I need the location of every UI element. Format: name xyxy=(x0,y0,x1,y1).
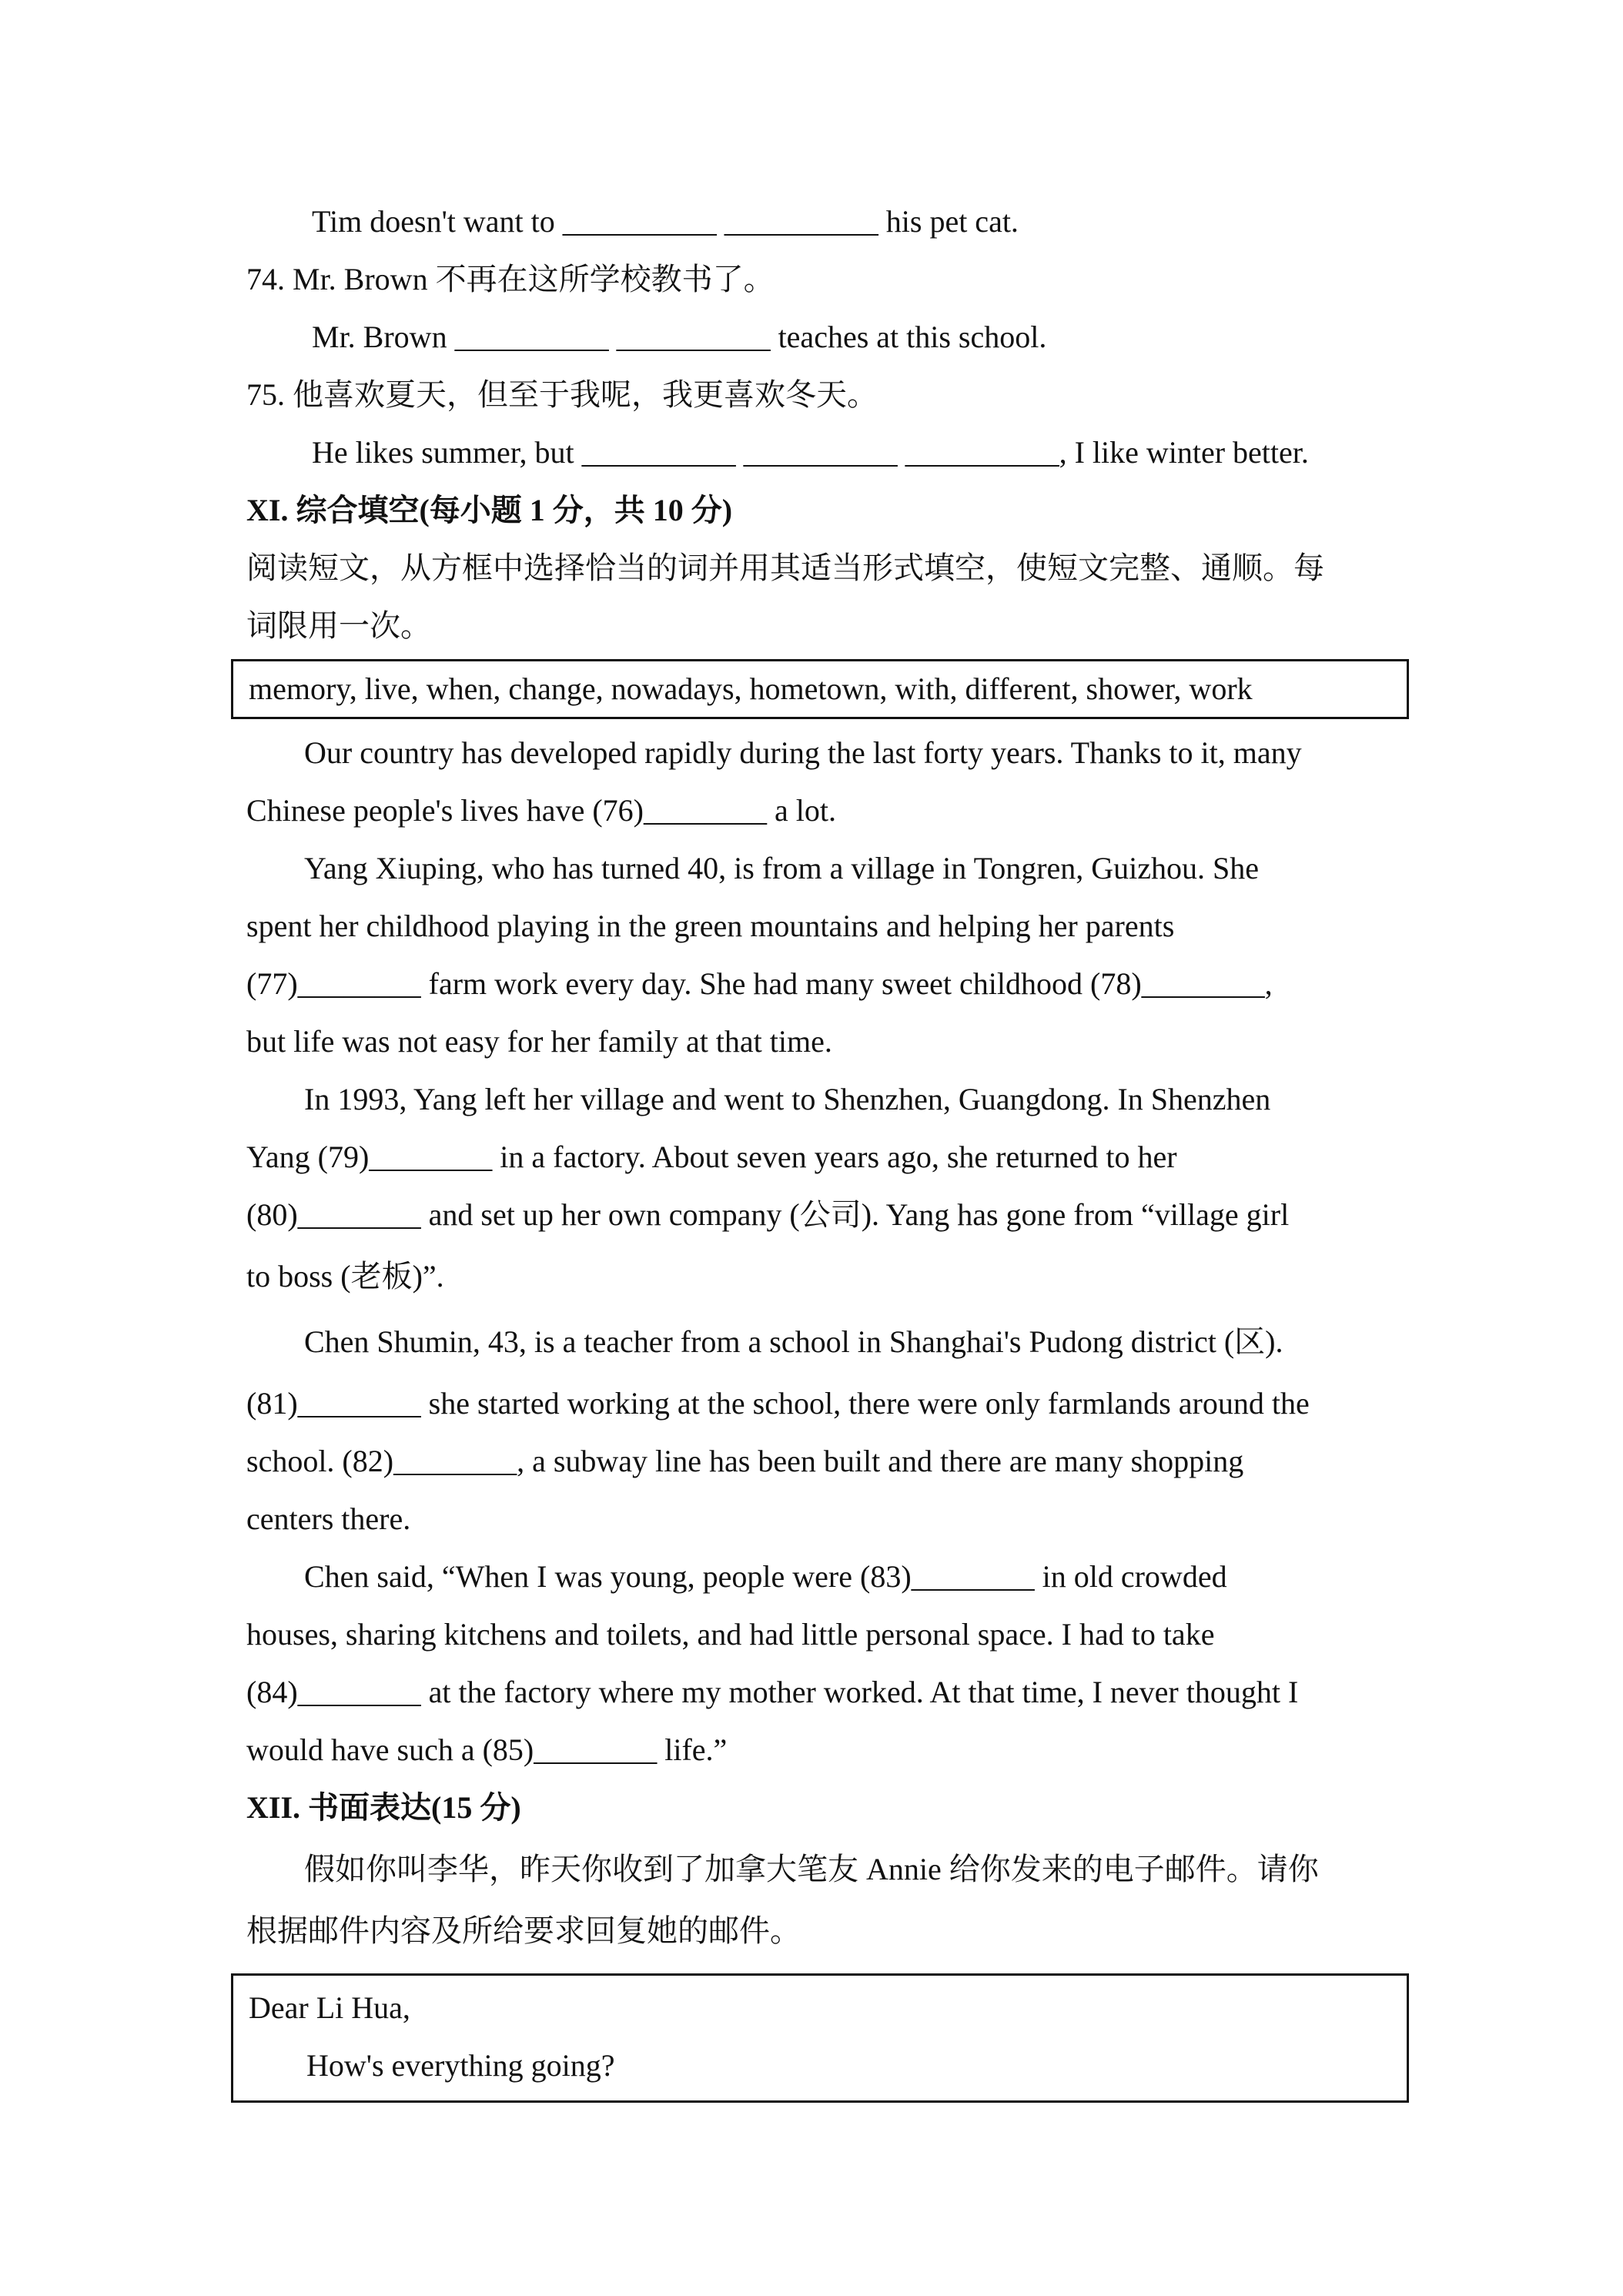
passage-line: Chinese people's lives have (76)________ a lot. xyxy=(246,793,836,828)
passage-line: Yang (79)________ in a factory. About seven years ago, she returned to her xyxy=(246,1140,1177,1174)
passage-line: Yang Xiuping, who has turned 40, is from a village in Tongren, Guizhou. She xyxy=(304,851,1260,885)
sentence-74-english: Mr. Brown __________ __________ teaches at this school. xyxy=(312,320,1047,354)
passage-line: centers there. xyxy=(246,1501,411,1536)
passage-line: but life was not easy for her family at that time. xyxy=(246,1024,832,1059)
section-12-heading: XII. 书面表达(15 分) xyxy=(246,1790,521,1825)
word-bank-text: memory, live, when, change, nowadays, hometown, with, different, shower, work xyxy=(249,671,1253,706)
passage-line: school. (82)________, a subway line has been built and there are many shopping xyxy=(246,1444,1244,1478)
passage-line: In 1993, Yang left her village and went to Shenzhen, Guangdong. In Shenzhen xyxy=(304,1082,1271,1116)
passage-line: to boss (老板)”. xyxy=(246,1259,444,1294)
passage-line: (80)________ and set up her own company (公司). Yang has gone from “village girl xyxy=(246,1197,1290,1232)
passage-line: would have such a (85)________ life.” xyxy=(246,1732,728,1767)
passage-line: spent her childhood playing in the green mountains and helping her parents xyxy=(246,909,1175,943)
sentence-75-english: He likes summer, but __________ __________ __________, I like winter better. xyxy=(312,435,1309,470)
question-75-chinese: 75. 他喜欢夏天，但至于我呢，我更喜欢冬天。 xyxy=(246,377,878,412)
letter-box xyxy=(231,1973,1409,2103)
exam-page xyxy=(246,192,1409,2103)
passage-line: Chen Shumin, 43, is a teacher from a school in Shanghai's Pudong district (区). xyxy=(304,1324,1283,1359)
passage-line: (84)________ at the factory where my mother worked. At that time, I never thought I xyxy=(246,1675,1299,1709)
passage-line: houses, sharing kitchens and toilets, and had little personal space. I had to take xyxy=(246,1617,1215,1652)
passage-line: Chen said, “When I was young, people were (83)________ in old crowded xyxy=(304,1559,1227,1594)
letter-greeting: Dear Li Hua, xyxy=(249,1990,410,2025)
passage-line: Our country has developed rapidly during the last forty years. Thanks to it, many xyxy=(304,735,1302,770)
section-12-instruction-line-1: 假如你叫李华，昨天你收到了加拿大笔友 Annie 给你发来的电子邮件。请你 xyxy=(304,1852,1319,1886)
passage-line: (81)________ she started working at the school, there were only farmlands around the xyxy=(246,1386,1310,1421)
passage-line: (77)________ farm work every day. She had many sweet childhood (78)________, xyxy=(246,966,1273,1001)
question-74-chinese: 74. Mr. Brown 不再在这所学校教书了。 xyxy=(246,262,775,296)
word-bank-box xyxy=(231,659,1409,719)
section-11-instruction-line-2: 词限用一次。 xyxy=(246,608,431,643)
section-11-instruction-line-1: 阅读短文，从方框中选择恰当的词并用其适当形式填空，使短文完整、通顺。每 xyxy=(246,551,1324,585)
section-11-heading: XI. 综合填空(每小题 1 分，共 10 分) xyxy=(246,493,733,527)
letter-first-line: How's everything going? xyxy=(306,2048,615,2083)
section-12-instruction-line-2: 根据邮件内容及所给要求回复她的邮件。 xyxy=(246,1913,801,1948)
sentence-73-english: Tim doesn't want to __________ __________ his pet cat. xyxy=(312,204,1019,239)
